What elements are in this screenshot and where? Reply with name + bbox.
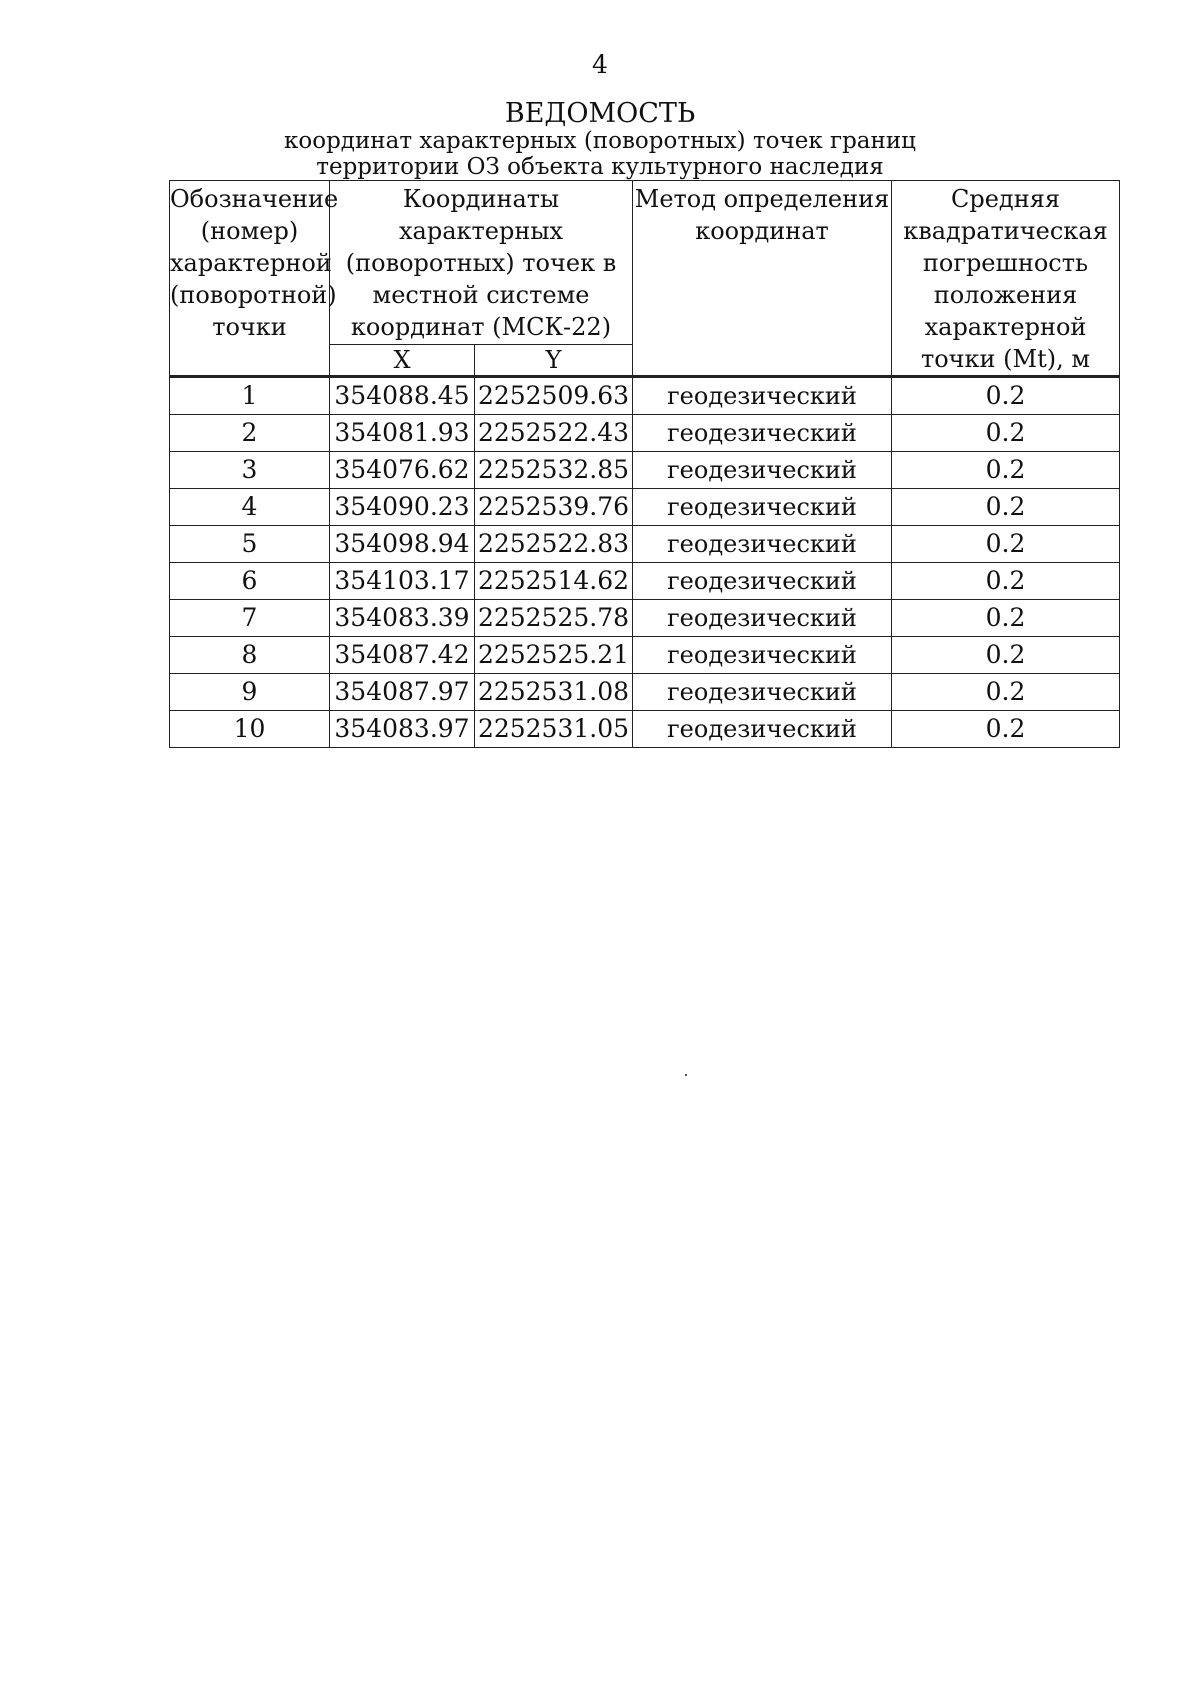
cell-method: геодезический <box>633 600 892 637</box>
cell-point: 10 <box>170 711 330 748</box>
header-coordinates: Координаты характерных (поворотных) точек в местной системе координат (МСК-22) <box>330 181 633 345</box>
cell-method: геодезический <box>633 489 892 526</box>
cell-point: 6 <box>170 563 330 600</box>
cell-error: 0.2 <box>892 711 1120 748</box>
cell-method: геодезический <box>633 563 892 600</box>
document-subtitle-line-2: территории ОЗ объекта культурного наследия <box>316 154 884 180</box>
cell-y: 2252522.83 <box>475 526 633 563</box>
cell-point: 9 <box>170 674 330 711</box>
cell-error: 0.2 <box>892 637 1120 674</box>
cell-error: 0.2 <box>892 415 1120 452</box>
table-row <box>170 526 1120 563</box>
table-row <box>170 637 1120 674</box>
cell-point: 2 <box>170 415 330 452</box>
cell-method: геодезический <box>633 637 892 674</box>
cell-y: 2252514.62 <box>475 563 633 600</box>
cell-y: 2252509.63 <box>475 377 633 415</box>
header-point-designation: Обозначение (номер) характерной (поворотной) точки <box>170 181 330 377</box>
cell-error: 0.2 <box>892 526 1120 563</box>
cell-error: 0.2 <box>892 674 1120 711</box>
cell-point: 8 <box>170 637 330 674</box>
table-row <box>170 600 1120 637</box>
cell-point: 3 <box>170 452 330 489</box>
document-heading <box>0 100 1200 182</box>
cell-point: 1 <box>170 377 330 415</box>
cell-error: 0.2 <box>892 377 1120 415</box>
header-error: Средняя квадратическая погрешность положения характерной точки (Mt), м <box>892 181 1120 377</box>
cell-error: 0.2 <box>892 600 1120 637</box>
cell-x: 354081.93 <box>330 415 475 452</box>
table-row <box>170 489 1120 526</box>
cell-x: 354087.42 <box>330 637 475 674</box>
table-row <box>170 377 1120 415</box>
cell-x: 354088.45 <box>330 377 475 415</box>
cell-y: 2252532.85 <box>475 452 633 489</box>
cell-error: 0.2 <box>892 452 1120 489</box>
page-number: 4 <box>592 50 608 79</box>
coordinates-table <box>169 180 1120 748</box>
cell-x: 354103.17 <box>330 563 475 600</box>
cell-point: 4 <box>170 489 330 526</box>
cell-error: 0.2 <box>892 563 1120 600</box>
cell-y: 2252522.43 <box>475 415 633 452</box>
cell-method: геодезический <box>633 377 892 415</box>
cell-y: 2252531.08 <box>475 674 633 711</box>
cell-y: 2252525.21 <box>475 637 633 674</box>
table-header-row <box>170 181 1120 345</box>
cell-method: геодезический <box>633 415 892 452</box>
cell-x: 354087.97 <box>330 674 475 711</box>
cell-method: геодезический <box>633 526 892 563</box>
cell-error: 0.2 <box>892 489 1120 526</box>
cell-method: геодезический <box>633 711 892 748</box>
header-x: X <box>330 345 475 377</box>
document-title: ВЕДОМОСТЬ <box>504 98 696 129</box>
table-row <box>170 674 1120 711</box>
table-body <box>170 377 1120 748</box>
cell-x: 354098.94 <box>330 526 475 563</box>
table-row <box>170 711 1120 748</box>
cell-method: геодезический <box>633 452 892 489</box>
table-row <box>170 452 1120 489</box>
cell-y: 2252531.05 <box>475 711 633 748</box>
header-y: Y <box>475 345 633 377</box>
cell-y: 2252525.78 <box>475 600 633 637</box>
cell-x: 354076.62 <box>330 452 475 489</box>
document-subtitle-line-1: координат характерных (поворотных) точек границ <box>284 128 916 154</box>
cell-method: геодезический <box>633 674 892 711</box>
scan-speck <box>685 1074 687 1076</box>
table-row <box>170 563 1120 600</box>
table-row <box>170 415 1120 452</box>
cell-x: 354090.23 <box>330 489 475 526</box>
cell-point: 5 <box>170 526 330 563</box>
cell-x: 354083.39 <box>330 600 475 637</box>
header-method: Метод определения координат <box>633 181 892 377</box>
cell-x: 354083.97 <box>330 711 475 748</box>
cell-y: 2252539.76 <box>475 489 633 526</box>
cell-point: 7 <box>170 600 330 637</box>
